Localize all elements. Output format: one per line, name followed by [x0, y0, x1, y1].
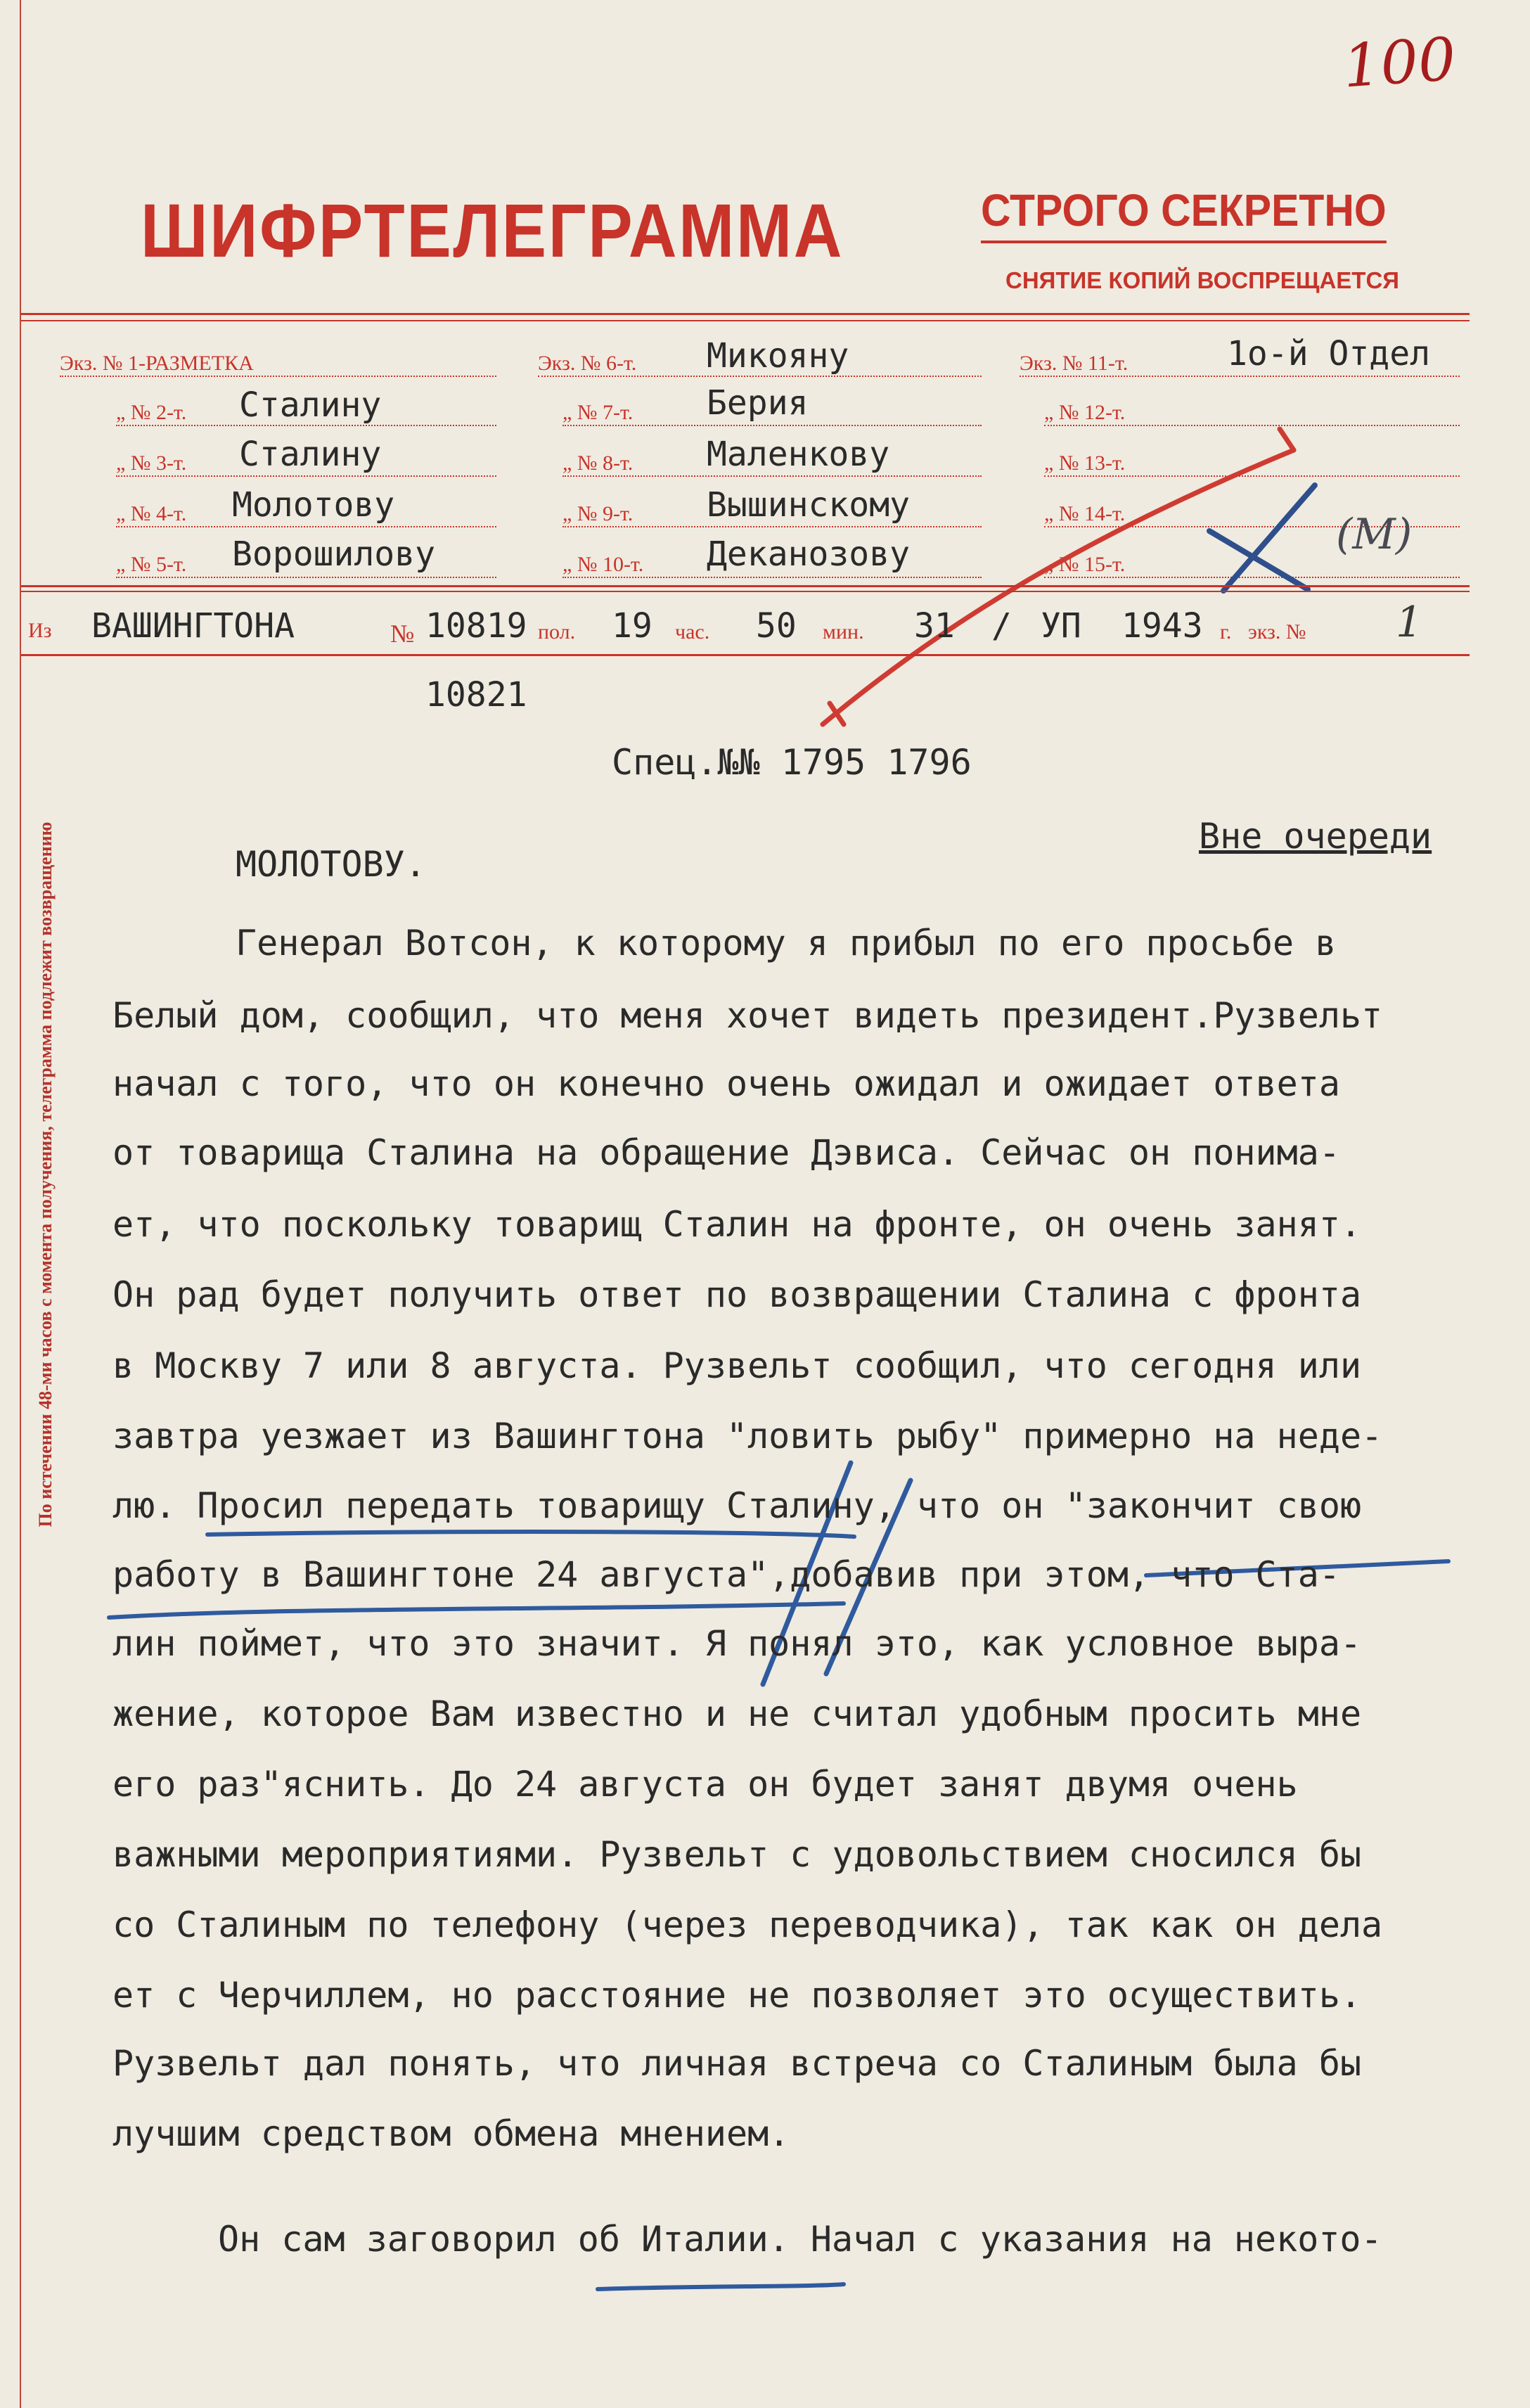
dist-label-12: „ № 12-т.	[1044, 401, 1460, 426]
body-line: лин поймет, что это значит. Я понял это, как условное выра-	[112, 1623, 1362, 1664]
body-line: Белый дом, сообщил, что меня хочет видеть президент.Рузвельт	[112, 995, 1383, 1036]
from-value: ВАШИНГТОНА	[91, 606, 295, 646]
dist-label-8: „ № 8-т.	[562, 452, 982, 477]
copy-value: 1	[1396, 598, 1423, 647]
dist-label-2: „ № 2-т.	[116, 401, 496, 426]
no-copy-notice: СНЯТИЕ КОПИЙ ВОСПРЕЩАЕТСЯ	[1005, 267, 1400, 293]
pol-label: пол.	[538, 620, 576, 643]
dist-label-5: „ № 5-т.	[116, 553, 496, 578]
dist-label-11: Экз. № 11-т.	[1020, 352, 1460, 377]
special-numbers: Спец.№№ 1795 1796	[612, 742, 972, 783]
header-rule-mid	[21, 585, 1470, 587]
body-line: в Москву 7 или 8 августа. Рузвельт сообщил, что сегодня или	[112, 1345, 1362, 1386]
year-value: 1943	[1121, 606, 1203, 646]
secret-stamp: СТРОГО СЕКРЕТНО	[981, 184, 1387, 243]
header-rule-bottom	[21, 654, 1470, 656]
dist-label-1: Экз. № 1-РАЗМЕТКА	[60, 352, 496, 377]
body-line: ет с Черчиллем, но расстояние не позволяет это осуществить.	[112, 1975, 1362, 2016]
number-value: 10819	[425, 606, 527, 646]
hour-value: 19	[612, 606, 652, 646]
body-line: Он сам заговорил об Италии. Начал с указания на некото-	[218, 2219, 1382, 2260]
dist-value-5: Ворошилову	[232, 534, 435, 574]
day-value: 31	[914, 606, 955, 646]
dist-label-7: „ № 7-т.	[562, 401, 982, 426]
body-line: жение, которое Вам известно и не считал удобным просить мне	[112, 1693, 1362, 1734]
dist-label-4: „ № 4-т.	[116, 502, 496, 527]
copy-label: экз. №	[1248, 620, 1306, 643]
body-line: Рузвельт дал понять, что личная встреча со Сталиным была бы	[112, 2043, 1362, 2084]
month-value: УП	[1041, 606, 1081, 646]
body-line: Он рад будет получить ответ по возвращении Сталина с фронта	[112, 1274, 1362, 1315]
page-number: 100	[1340, 24, 1458, 101]
body-line: его раз"яснить. До 24 августа он будет занят двумя очень	[112, 1764, 1298, 1805]
body-line: важными мероприятиями. Рузвельт с удовольствием сносился бы	[112, 1834, 1362, 1875]
dist-label-14: „ № 14-т.	[1044, 502, 1460, 527]
minute-label: мин.	[823, 620, 864, 643]
handwritten-m-mark: (М)	[1336, 510, 1413, 559]
body-line: от товарища Сталина на обращение Дэвиса. Сейчас он понима-	[112, 1132, 1340, 1173]
body-line: работу в Вашингтоне 24 августа",добавив при этом, что Ста-	[112, 1554, 1340, 1595]
body-line: Генерал Вотсон, к которому я прибыл по его просьбе в	[236, 923, 1337, 963]
number-label: №	[390, 620, 415, 648]
hour-label: час.	[675, 620, 710, 643]
dist-label-13: „ № 13-т.	[1044, 452, 1460, 477]
dist-value-11: 1о-й Отдел	[1227, 334, 1430, 373]
dist-value-6: Микояну	[707, 336, 849, 376]
body-line: со Сталиным по телефону (через переводчика), так как он дела	[112, 1904, 1383, 1945]
dist-value-7: Берия	[707, 383, 809, 423]
date-separator: /	[991, 606, 1012, 646]
number-value-2: 10821	[425, 675, 527, 715]
blue-x-mark	[1209, 485, 1315, 591]
dist-value-2: Сталину	[239, 385, 382, 425]
dist-value-9: Вышинскому	[707, 485, 910, 525]
dist-value-4: Молотову	[232, 485, 395, 525]
dist-value-3: Сталину	[239, 435, 382, 474]
dist-label-6: Экз. № 6-т.	[538, 352, 982, 377]
dist-label-10: „ № 10-т.	[562, 553, 982, 578]
dist-value-8: Маленкову	[707, 435, 890, 474]
body-line: ет, что поскольку товарищ Сталин на фронте, он очень занят.	[112, 1204, 1362, 1245]
dist-value-10: Деканозову	[707, 534, 910, 574]
minute-value: 50	[756, 606, 797, 646]
body-line: лю. Просил передать товарищу Сталину, что он "закончит свою	[112, 1485, 1362, 1526]
body-line: начал с того, что он конечно очень ожидал и ожидает ответа	[112, 1063, 1340, 1104]
body-line: лучшим средством обмена мнением.	[112, 2113, 790, 2154]
year-label: г.	[1220, 620, 1232, 643]
dist-label-3: „ № 3-т.	[116, 452, 496, 477]
side-instruction-note: По истечении 48-ми часов с момента получения, телеграмма подлежит возвращению	[35, 821, 56, 1528]
red-slash-mark	[823, 429, 1294, 724]
from-label: Из	[28, 619, 52, 642]
document-title: ШИФРТЕЛЕГРАММА	[141, 188, 844, 273]
header-rule-mid-2	[21, 591, 1470, 592]
dist-label-9: „ № 9-т.	[562, 502, 982, 527]
addressee: МОЛОТОВУ.	[236, 844, 426, 885]
body-line: завтра уезжает из Вашингтона "ловить рыбу" примерно на неде-	[112, 1416, 1383, 1456]
urgency-note: Вне очереди	[1199, 816, 1432, 857]
dist-label-15: „ № 15-т.	[1044, 553, 1460, 578]
